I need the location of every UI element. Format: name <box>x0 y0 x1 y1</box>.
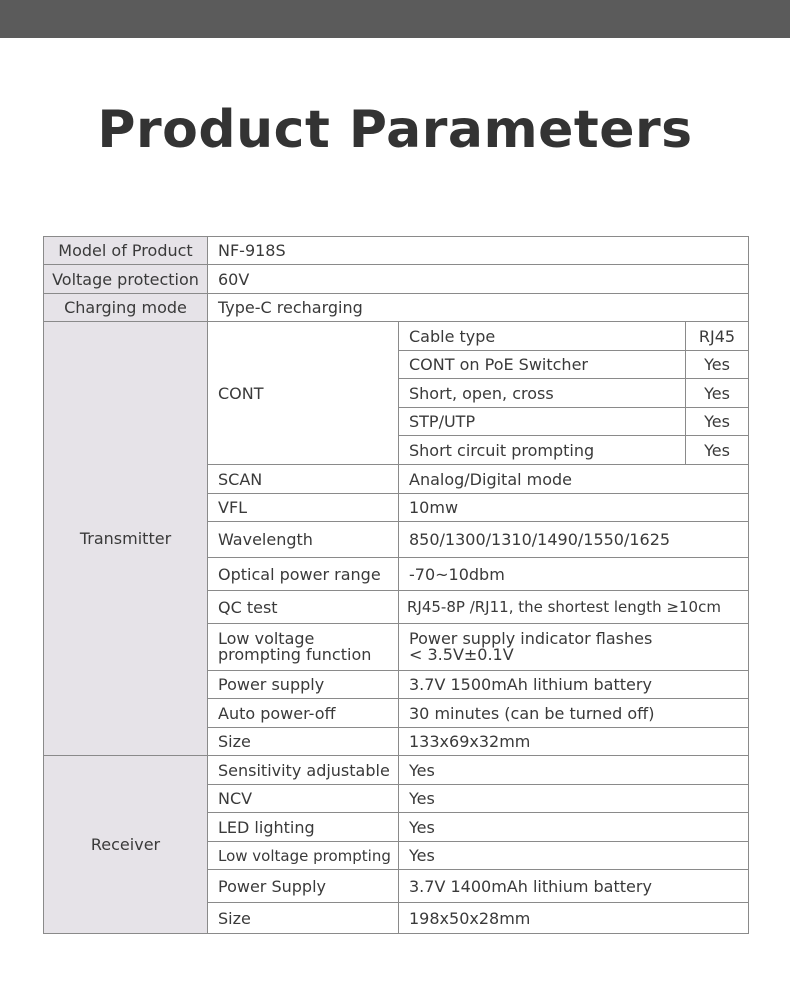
spec-label: Wavelength <box>208 522 399 558</box>
spec-label: Voltage protection <box>44 265 208 294</box>
table-row <box>44 756 749 785</box>
spec-value: 30 minutes (can be turned off) <box>399 699 749 728</box>
cont-item-name: STP/UTP <box>399 408 686 436</box>
spec-label: NCV <box>208 785 399 813</box>
spec-value: 60V <box>208 265 749 294</box>
page-title: Product Parameters <box>97 100 693 160</box>
spec-label-line: Low voltage <box>218 629 315 648</box>
cont-item-name: Short, open, cross <box>399 379 686 408</box>
spec-value-line: Power supply indicator flashes <box>409 629 653 648</box>
spec-value: 10mw <box>399 494 749 522</box>
spec-value: RJ45-8P /RJ11, the shortest length ≥10cm <box>399 591 749 624</box>
spec-value: Yes <box>399 756 749 785</box>
spec-value: Yes <box>399 785 749 813</box>
top-banner-bar <box>0 0 790 38</box>
table-row <box>44 322 749 351</box>
cont-item-name: Cable type <box>399 322 686 351</box>
spec-label: QC test <box>208 591 399 624</box>
spec-value: Yes <box>399 813 749 842</box>
spec-label: Low voltage prompting <box>208 842 399 870</box>
cont-item-value: Yes <box>686 379 749 408</box>
cont-item-value: Yes <box>686 408 749 436</box>
receiver-group-label: Receiver <box>44 756 208 934</box>
spec-label: Size <box>208 728 399 756</box>
spec-label <box>208 624 399 671</box>
spec-value: Yes <box>399 842 749 870</box>
cont-label: CONT <box>208 322 399 465</box>
spec-label: Optical power range <box>208 558 399 591</box>
cont-item-value: Yes <box>686 351 749 379</box>
spec-label: VFL <box>208 494 399 522</box>
cont-item-value: RJ45 <box>686 322 749 351</box>
spec-label: Sensitivity adjustable <box>208 756 399 785</box>
table-row <box>44 237 749 265</box>
spec-value: 198x50x28mm <box>399 903 749 934</box>
spec-value: 133x69x32mm <box>399 728 749 756</box>
spec-value: 3.7V 1500mAh lithium battery <box>399 671 749 699</box>
spec-value: NF-918S <box>208 237 749 265</box>
spec-label: LED lighting <box>208 813 399 842</box>
table-row <box>44 294 749 322</box>
spec-table <box>43 236 749 934</box>
table-row <box>44 265 749 294</box>
spec-value <box>399 624 749 671</box>
spec-label: Auto power-off <box>208 699 399 728</box>
cont-item-name: CONT on PoE Switcher <box>399 351 686 379</box>
cont-item-name: Short circuit prompting <box>399 436 686 465</box>
spec-label: Charging mode <box>44 294 208 322</box>
spec-label: SCAN <box>208 465 399 494</box>
spec-value: Type-C recharging <box>208 294 749 322</box>
cont-item-value: Yes <box>686 436 749 465</box>
spec-value-line: < 3.5V±0.1V <box>409 645 514 664</box>
spec-value: 3.7V 1400mAh lithium battery <box>399 870 749 903</box>
spec-label: Power Supply <box>208 870 399 903</box>
spec-label: Model of Product <box>44 237 208 265</box>
spec-value: 850/1300/1310/1490/1550/1625 <box>399 522 749 558</box>
spec-value: -70~10dbm <box>399 558 749 591</box>
transmitter-group-label: Transmitter <box>44 322 208 756</box>
spec-label: Power supply <box>208 671 399 699</box>
spec-value: Analog/Digital mode <box>399 465 749 494</box>
spec-label-line: prompting function <box>218 645 372 664</box>
spec-label: Size <box>208 903 399 934</box>
